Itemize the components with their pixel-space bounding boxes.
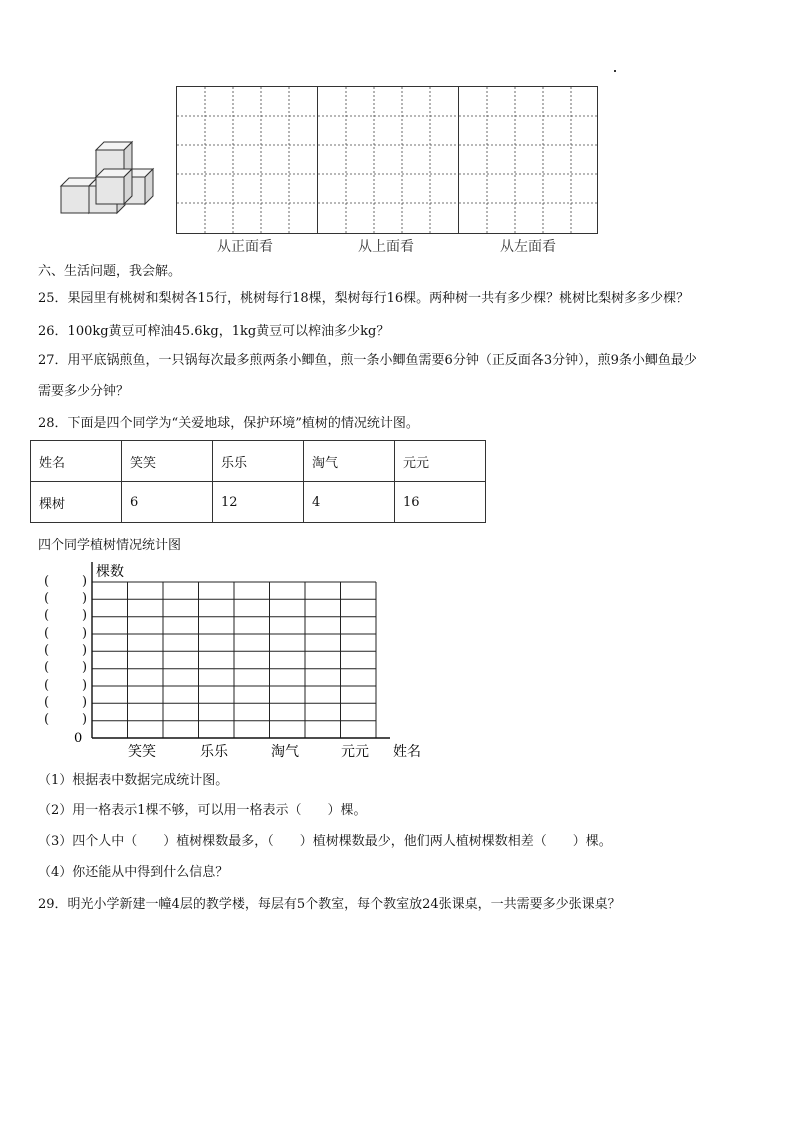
table-cell: 笑笑 (122, 441, 213, 482)
table-cell: 16 (395, 482, 486, 523)
table-cell: 淘气 (304, 441, 395, 482)
question-27-line-1: 27．用平底锅煎鱼，一只锅每次最多煎两条小鲫鱼，煎一条小鲫鱼需要6分钟（正反面各3分钟），煎9条小鲫鱼最少 (38, 353, 697, 368)
sub-question-1: （1）根据表中数据完成统计图。 (38, 773, 229, 788)
x-tick-label: 乐乐 (200, 744, 228, 760)
table-header-cell: 棵树 (31, 482, 122, 523)
x-tick-label: 元元 (341, 744, 369, 760)
table-cell: 6 (122, 482, 213, 523)
y-axis-label: 棵数 (96, 564, 124, 580)
table-header-cell: 姓名 (31, 441, 122, 482)
sub-question-3: （3）四个人中（ ）植树棵数最多，（ ）植树棵数最少，他们两人植树棵数相差（ ）棵。 (38, 834, 612, 849)
table-cell: 乐乐 (213, 441, 304, 482)
grid-left-view (458, 86, 598, 234)
bar-chart (60, 560, 440, 765)
sub-question-4: （4）你还能从中得到什么信息？ (38, 865, 229, 880)
grid-top-view (317, 86, 459, 234)
label-left-view: 从左面看 (500, 239, 556, 255)
question-25: 25．果园里有桃树和梨树各15行，桃树每行18棵，梨树每行16棵。两种树一共有多少棵？桃树比梨树多多少棵？ (38, 291, 690, 306)
x-axis-label: 姓名 (393, 744, 421, 760)
table-row (31, 482, 486, 523)
table-cell: 12 (213, 482, 304, 523)
stray-dot (614, 70, 616, 72)
sub-question-2: （2）用一格表示1棵不够，可以用一格表示（ ）棵。 (38, 803, 367, 818)
x-tick-label: 笑笑 (128, 744, 156, 760)
origin-label: 0 (74, 731, 83, 746)
question-27-line-2: 需要多少分钟？ (38, 384, 130, 399)
question-28: 28．下面是四个同学为“关爱地球，保护环境”植树的情况统计图。 (38, 416, 419, 431)
label-front-view: 从正面看 (217, 239, 273, 255)
tree-table (30, 440, 486, 523)
question-26: 26．100kg黄豆可榨油45.6kg，1kg黄豆可以榨油多少kg？ (38, 324, 390, 339)
section-heading: 六、生活问题，我会解。 (38, 264, 182, 279)
cube-figure (58, 140, 168, 224)
question-29: 29．明光小学新建一幢4层的教学楼，每层有5个教室，每个教室放24张课桌，一共需要多少张课桌？ (38, 897, 621, 912)
chart-title: 四个同学植树情况统计图 (38, 538, 182, 553)
x-tick-label: 淘气 (271, 744, 299, 760)
table-row (31, 441, 486, 482)
label-top-view: 从上面看 (358, 239, 414, 255)
grid-front-view (176, 86, 318, 234)
table-cell: 元元 (395, 441, 486, 482)
table-cell: 4 (304, 482, 395, 523)
